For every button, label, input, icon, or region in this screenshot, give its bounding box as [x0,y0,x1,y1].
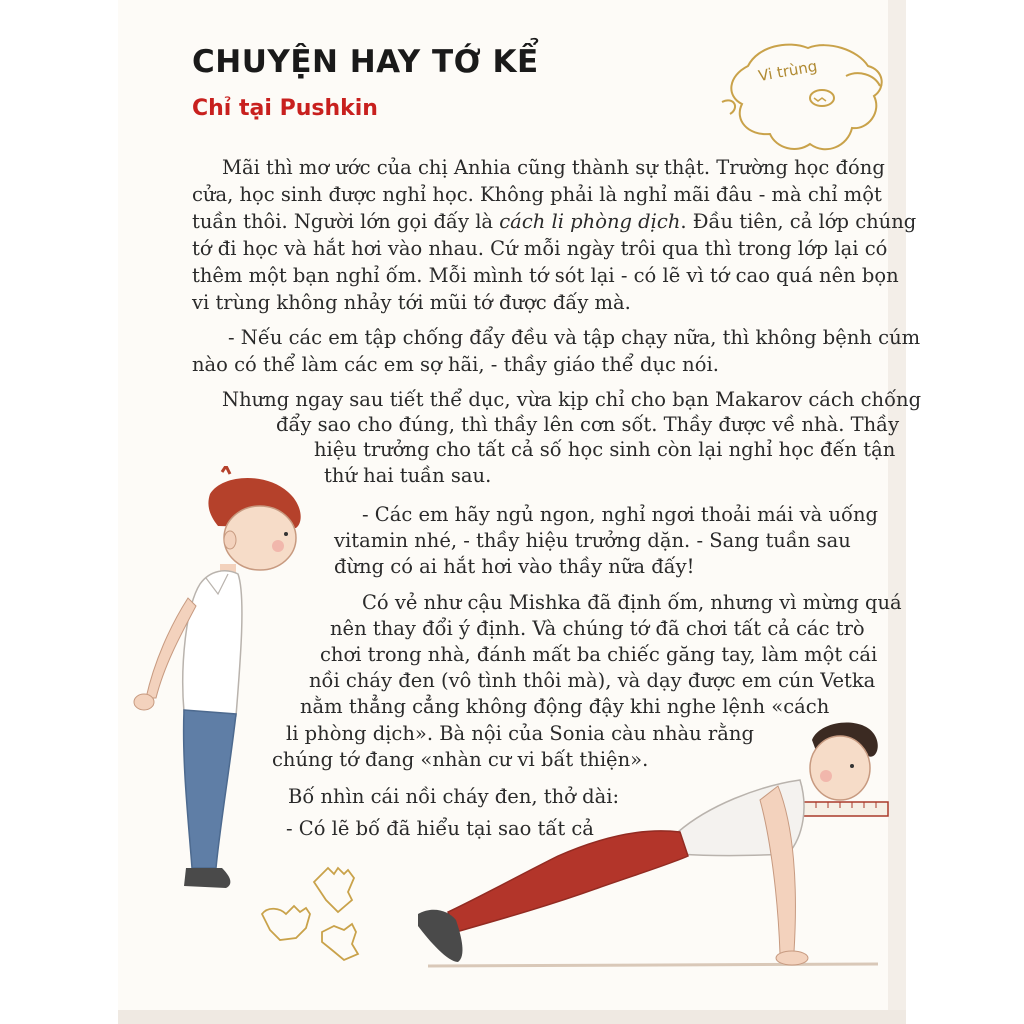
text-line: vi trùng không nhảy tới mũi tớ được đấy mà. [192,291,631,314]
text-line: hiệu trưởng cho tất cả số học sinh còn lại nghỉ học đến tận [314,438,896,461]
page-title: CHUYỆN HAY TỚ KỂ [192,44,539,80]
text-line: - Các em hãy ngủ ngon, nghỉ ngơi thoải mái và uống [362,503,878,526]
text-line: nồi cháy đen (vô tình thôi mà), và dạy được em cún Vetka [309,669,876,692]
text-line: thêm một bạn nghỉ ốm. Mỗi mình tớ sót lại - có lẽ vì tớ cao quá nên bọn [192,264,899,287]
text-line: tớ đi học và hắt hơi vào nhau. Cứ mỗi ngày trôi qua thì trong lớp lại có [192,237,888,260]
text-line: thứ hai tuần sau. [324,464,492,487]
text-line: nào có thể làm các em sợ hãi, - thầy giáo thể dục nói. [192,353,719,376]
pushup-boy-illustration [408,716,892,974]
glove-icon [258,862,376,970]
italic-phrase: cách li phòng dịch [499,210,681,233]
text-line: - Có lẽ bố đã hiểu tại sao tất cả [286,817,594,840]
text-line: đừng có ai hắt hơi vào thầy nữa đấy! [334,555,695,578]
germ-stamp-icon [718,36,888,160]
stamp-label: Vi trùng [756,56,819,86]
text-line: Bố nhìn cái nồi cháy đen, thở dài: [288,785,620,808]
text-line: chúng tớ đang «nhàn cư vi bất thiện». [272,748,649,771]
page-bottom-edge [118,1010,906,1024]
text-line: chơi trong nhà, đánh mất ba chiếc găng tay, làm một cái [320,643,878,666]
text-line: nên thay đổi ý định. Và chúng tớ đã chơi tất cả các trò [330,617,865,640]
text-line: đẩy sao cho đúng, thì thầy lên cơn sốt. Thầy được về nhà. Thầy [276,413,900,436]
text-line: li phòng dịch». Bà nội của Sonia càu nhàu rằng [286,722,754,745]
text-line: nằm thẳng cẳng không động đậy khi nghe lệnh «cách [300,695,830,718]
text-line: Nhưng ngay sau tiết thể dục, vừa kịp chỉ cho bạn Makarov cách chống [222,388,922,411]
text-line: cửa, học sinh được nghỉ học. Không phải là nghỉ mãi đâu - mà chỉ một [192,183,882,206]
text-line: Mãi thì mơ ước của chị Anhia cũng thành sự thật. Trường học đóng [222,156,885,179]
text-line: tuần thôi. Người lớn gọi đấy là cách li phòng dịch. Đầu tiên, cả lớp chúng [192,210,917,233]
text-line: - Nếu các em tập chống đẩy đều và tập chạy nữa, thì không bệnh cúm [228,326,921,349]
text-line: vitamin nhé, - thầy hiệu trưởng dặn. - Sang tuần sau [334,529,851,552]
text-line: Có vẻ như cậu Mishka đã định ốm, nhưng vì mừng quá [362,591,902,614]
story-subtitle: Chỉ tại Pushkin [192,96,378,121]
standing-boy-illustration [126,466,316,896]
